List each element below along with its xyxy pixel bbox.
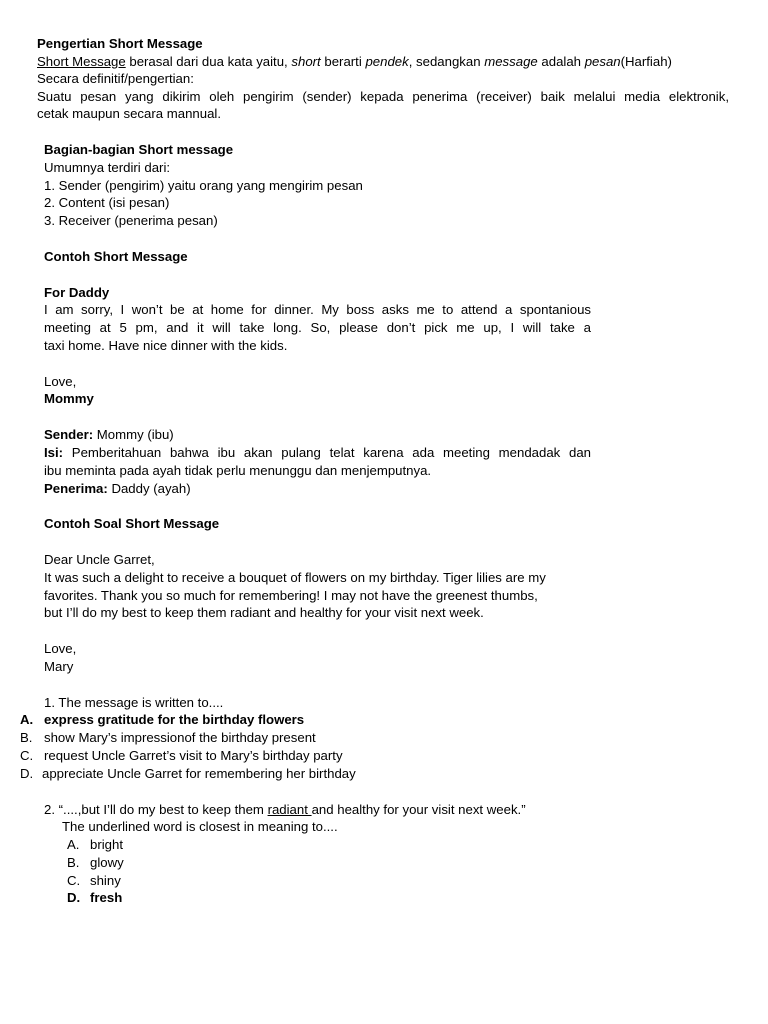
question-2-option-c — [67, 872, 121, 890]
question-1-option-b — [20, 729, 316, 747]
intro-definition-line: Suatu pesan yang dikirim oleh pengirim (sender) kepada penerima (receiver) baik melalui media elektronik, — [37, 89, 729, 104]
term-message: message — [484, 54, 538, 69]
intro-definition-label: Secara definitif/pengertian: — [37, 71, 194, 86]
option-label: D. — [67, 890, 81, 905]
example-receiver — [44, 480, 191, 498]
option-label: B. — [67, 855, 80, 870]
option-text: express gratitude for the birthday flowers — [44, 712, 305, 727]
option-text: appreciate Uncle Garret for remembering her birthday — [42, 766, 356, 781]
question-2-option-b — [67, 854, 124, 872]
letter-closing: Love, — [44, 641, 77, 656]
intro-definition-literal — [37, 53, 737, 71]
option-label: B. — [20, 730, 33, 745]
text-fragment: , sedangkan — [408, 54, 485, 69]
example-body-line: meeting at 5 pm, and it will take long. So, please don’t pick me up, I will take a — [44, 320, 591, 335]
text-fragment: berasal dari dua kata yaitu, — [125, 54, 292, 69]
receiver-value: Daddy (ayah) — [107, 481, 191, 496]
question-1-option-a — [20, 711, 304, 729]
content-value: Pemberitahuan bahwa ibu akan pulang telat karena ada meeting mendadak dan — [63, 445, 591, 460]
option-label: C. — [20, 748, 34, 763]
term-short-message: Short Message — [37, 54, 126, 69]
content-label: Isi: — [44, 445, 64, 460]
example-signature: Mommy — [44, 391, 94, 406]
text-fragment: adalah — [537, 54, 585, 69]
letter-line: but I’ll do my best to keep them radiant and healthy for your visit next week. — [44, 605, 484, 620]
underlined-word: radiant — [267, 802, 312, 817]
question-1-option-d — [20, 765, 356, 783]
question-section-heading: Contoh Soal Short Message — [44, 516, 220, 531]
parts-item: 3. Receiver (penerima pesan) — [44, 213, 218, 228]
parts-subheading: Umumnya terdiri dari: — [44, 160, 171, 175]
option-text: bright — [90, 837, 123, 852]
parts-item: 1. Sender (pengirim) yaitu orang yang mengirim pesan — [44, 178, 363, 193]
parts-heading: Bagian-bagian Short message — [44, 142, 234, 157]
example-recipient: For Daddy — [44, 285, 110, 300]
term-pendek: pendek — [365, 54, 409, 69]
example-body-line: I am sorry, I won’t be at home for dinner. My boss asks me to attend a spontanious — [44, 302, 591, 317]
example-body-line: taxi home. Have nice dinner with the kids. — [44, 338, 288, 353]
option-label: A. — [20, 712, 34, 727]
example-sender — [44, 426, 174, 444]
question-2-option-a — [67, 836, 123, 854]
intro-title: Pengertian Short Message — [37, 36, 203, 51]
term-short: short — [291, 54, 321, 69]
question-2-quote — [44, 801, 526, 819]
sender-label: Sender: — [44, 427, 94, 442]
option-label: C. — [67, 873, 81, 888]
letter-greeting: Dear Uncle Garret, — [44, 552, 155, 567]
example-content-line: ibu meminta pada ayah tidak perlu menunggu dan menjemputnya. — [44, 463, 432, 478]
question-2-option-d — [67, 889, 122, 907]
option-text: glowy — [90, 855, 124, 870]
receiver-label: Penerima: — [44, 481, 108, 496]
example-content-line — [44, 444, 591, 462]
option-label: D. — [20, 766, 34, 781]
quote-text: and healthy for your visit next week.” — [311, 802, 526, 817]
question-2-stem: The underlined word is closest in meaning to.... — [62, 819, 338, 834]
letter-line: It was such a delight to receive a bouquet of flowers on my birthday. Tiger lilies are my — [44, 570, 546, 585]
text-fragment: berarti — [320, 54, 366, 69]
letter-line: favorites. Thank you so much for remembering! I may not have the greenest thumbs, — [44, 588, 538, 603]
question-1-stem: 1. The message is written to.... — [44, 695, 224, 710]
intro-definition-line: cetak maupun secara mannual. — [37, 106, 222, 121]
quote-text: “....,but I’ll do my best to keep them — [55, 802, 268, 817]
option-text: shiny — [90, 873, 121, 888]
question-number: 2. — [44, 802, 55, 817]
example-closing: Love, — [44, 374, 77, 389]
option-text: fresh — [90, 890, 123, 905]
term-pesan: pesan — [584, 54, 621, 69]
parts-item: 2. Content (isi pesan) — [44, 195, 170, 210]
question-1-option-c — [20, 747, 343, 765]
sender-value: Mommy (ibu) — [93, 427, 174, 442]
option-text: request Uncle Garret’s visit to Mary’s birthday party — [44, 748, 343, 763]
option-label: A. — [67, 837, 80, 852]
option-text: show Mary’s impressionof the birthday present — [44, 730, 316, 745]
text-fragment: (Harfiah) — [620, 54, 672, 69]
letter-signature: Mary — [44, 659, 74, 674]
example-heading: Contoh Short Message — [44, 249, 188, 264]
